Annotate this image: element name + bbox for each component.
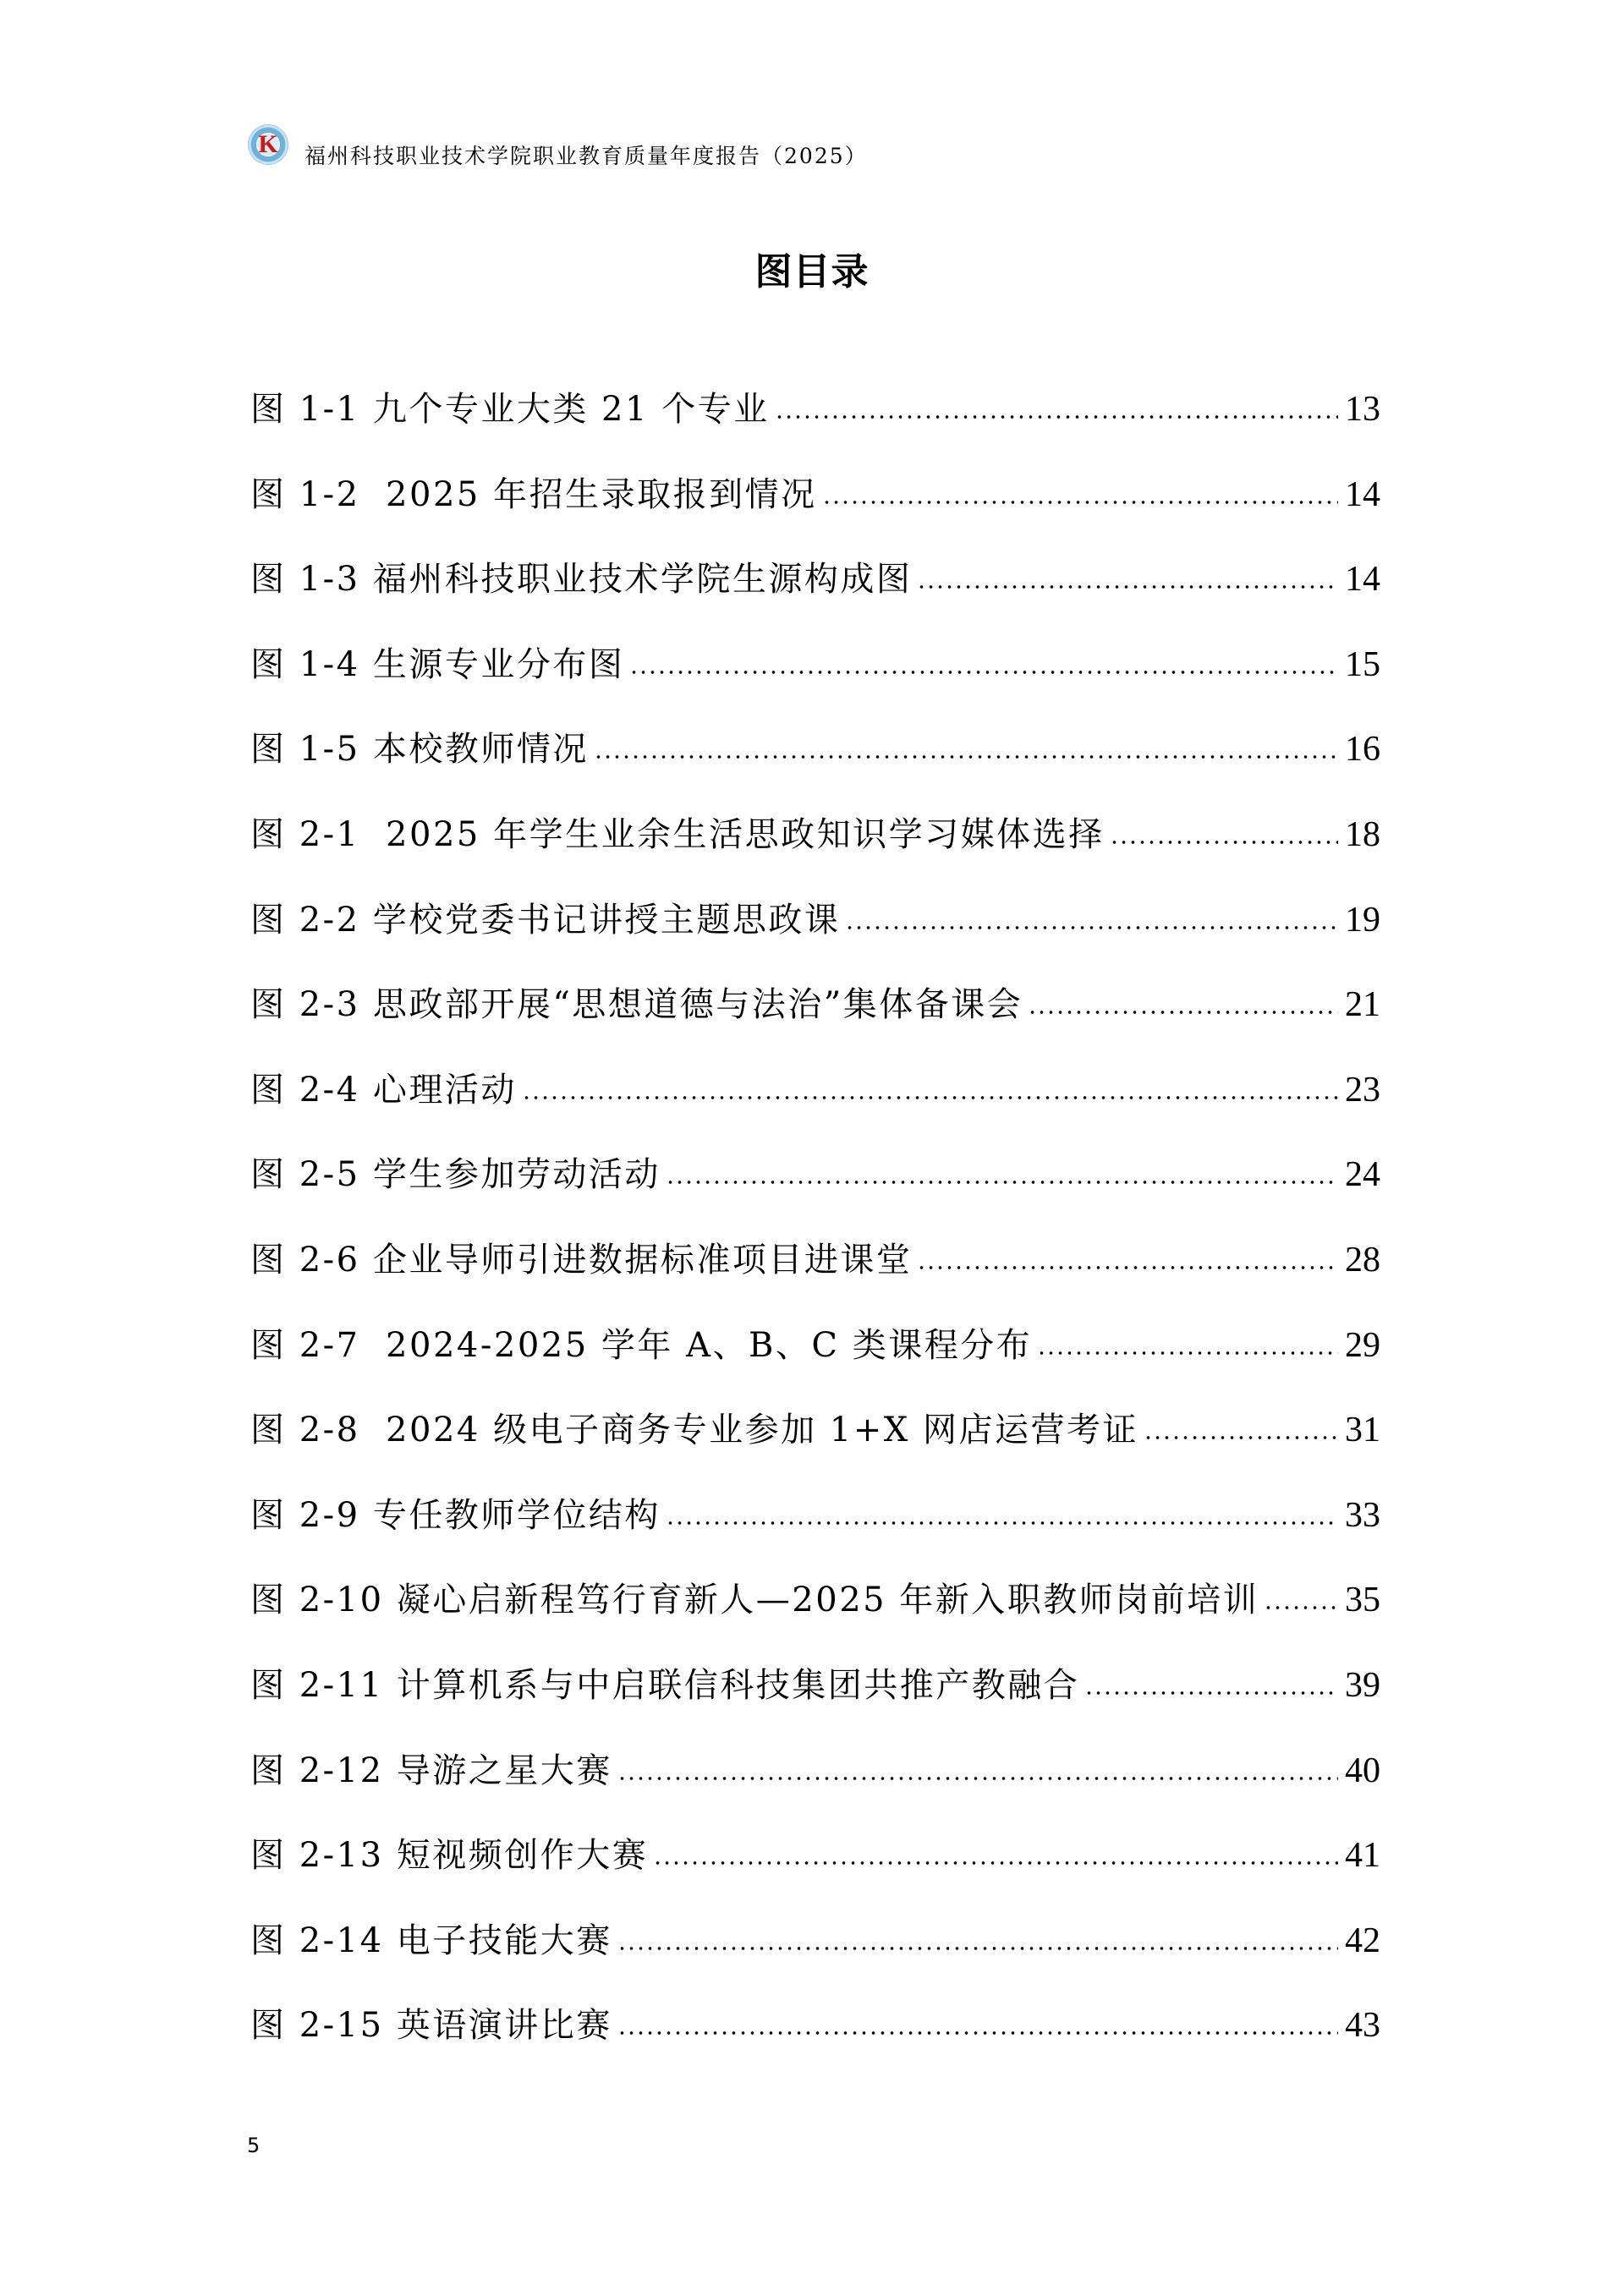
toc-entry-label[interactable]: 图 2-4 心理活动 [250, 1070, 517, 1110]
toc-entry[interactable] [250, 1747, 1380, 1833]
toc-entry-label[interactable]: 图 2-9 专任教师学位结构 [250, 1495, 661, 1535]
page-number: 5 [247, 2134, 261, 2157]
dot-leader [594, 755, 1338, 759]
dot-leader [917, 585, 1338, 589]
toc-entry-label[interactable]: 图 2-11 计算机系与中启联信科技集团共推产教融合 [250, 1665, 1080, 1705]
toc-entry-page-number[interactable]: 40 [1345, 1751, 1380, 1790]
toc-entry[interactable] [250, 2002, 1380, 2087]
toc-entry-label[interactable]: 图 1-3 福州科技职业技术学院生源构成图 [250, 560, 913, 600]
dot-leader [653, 1861, 1338, 1865]
toc-entry-label[interactable]: 图 2-5 学生参加劳动活动 [250, 1155, 661, 1195]
toc-entry-page-number[interactable]: 29 [1345, 1325, 1380, 1365]
dot-leader [617, 1947, 1338, 1950]
dot-leader [1144, 1436, 1338, 1439]
dot-leader [1037, 1351, 1338, 1355]
figure-list [250, 386, 1380, 2087]
toc-entry[interactable] [250, 726, 1380, 811]
toc-entry[interactable] [250, 811, 1380, 896]
toc-entry-label[interactable]: 图 2-14 电子技能大赛 [250, 1921, 612, 1960]
toc-entry-label[interactable]: 图 2-2 学校党委书记讲授主题思政课 [250, 900, 841, 940]
toc-entry-page-number[interactable]: 28 [1345, 1240, 1380, 1280]
toc-entry[interactable] [250, 1492, 1380, 1577]
toc-entry-page-number[interactable]: 23 [1345, 1070, 1380, 1110]
toc-entry[interactable] [250, 896, 1380, 982]
toc-entry-label[interactable]: 图 1-4 生源专业分布图 [250, 644, 625, 684]
dot-leader [845, 926, 1338, 929]
toc-entry-page-number[interactable]: 16 [1345, 730, 1380, 770]
toc-entry-page-number[interactable]: 18 [1345, 814, 1380, 854]
toc-entry[interactable] [250, 1832, 1380, 1917]
dot-leader [1028, 1011, 1338, 1014]
page-header [249, 120, 868, 168]
dot-leader [522, 1096, 1338, 1099]
toc-entry-page-number[interactable]: 19 [1345, 900, 1380, 940]
toc-entry-label[interactable]: 图 1-5 本校教师情况 [250, 730, 589, 770]
dot-leader [775, 415, 1338, 419]
toc-entry-page-number[interactable]: 14 [1345, 474, 1380, 514]
toc-entry-label[interactable]: 图 2-10 凝心启新程笃行育新人—2025 年新入职教师岗前培训 [250, 1581, 1259, 1620]
toc-entry-page-number[interactable]: 42 [1345, 1921, 1380, 1960]
dot-leader [666, 1181, 1338, 1184]
toc-entry-page-number[interactable]: 35 [1345, 1581, 1380, 1620]
dot-leader [917, 1266, 1338, 1269]
toc-entry[interactable] [250, 1406, 1380, 1492]
dot-leader [666, 1521, 1338, 1525]
toc-entry[interactable] [250, 981, 1380, 1066]
dot-leader [629, 671, 1338, 674]
toc-entry[interactable] [250, 1322, 1380, 1407]
toc-entry[interactable] [250, 1066, 1380, 1152]
dot-leader [617, 2031, 1338, 2035]
logo-letter: K [258, 130, 278, 158]
toc-entry-label[interactable]: 图 2-12 导游之星大赛 [250, 1751, 612, 1790]
toc-entry-label[interactable]: 图 2-8 2024 级电子商务专业参加 1+X 网店运营考证 [250, 1411, 1138, 1450]
toc-entry[interactable] [250, 1236, 1380, 1322]
toc-entry-page-number[interactable]: 43 [1345, 2006, 1380, 2046]
toc-entry-page-number[interactable]: 24 [1345, 1155, 1380, 1195]
toc-entry-label[interactable]: 图 2-3 思政部开展“思想道德与法治”集体备课会 [250, 985, 1023, 1025]
dot-leader [822, 501, 1338, 504]
toc-entry[interactable] [250, 471, 1380, 556]
toc-entry-page-number[interactable]: 13 [1345, 390, 1380, 429]
toc-entry[interactable] [250, 1662, 1380, 1747]
toc-entry-label[interactable]: 图 2-7 2024-2025 学年 A、B、C 类课程分布 [250, 1325, 1033, 1365]
toc-entry[interactable] [250, 1576, 1380, 1662]
header-title: 福州科技职业技术学院职业教育质量年度报告（2025） [304, 144, 868, 168]
dot-leader [1110, 841, 1338, 844]
toc-entry-page-number[interactable]: 33 [1345, 1495, 1380, 1535]
toc-entry-page-number[interactable]: 21 [1345, 985, 1380, 1025]
page-title: 图目录 [754, 250, 870, 293]
toc-entry[interactable] [250, 1917, 1380, 2003]
toc-entry[interactable] [250, 641, 1380, 726]
dot-leader [1264, 1606, 1338, 1609]
toc-entry-page-number[interactable]: 31 [1345, 1411, 1380, 1450]
toc-entry-label[interactable]: 图 2-13 短视频创作大赛 [250, 1836, 649, 1876]
school-logo-icon [249, 125, 288, 164]
toc-entry[interactable] [250, 556, 1380, 641]
toc-entry-label[interactable]: 图 2-15 英语演讲比赛 [250, 2006, 612, 2046]
toc-entry-label[interactable]: 图 1-2 2025 年招生录取报到情况 [250, 474, 817, 514]
toc-entry-page-number[interactable]: 39 [1345, 1665, 1380, 1705]
toc-entry-label[interactable]: 图 1-1 九个专业大类 21 个专业 [250, 390, 770, 429]
toc-entry-page-number[interactable]: 15 [1345, 644, 1380, 684]
toc-entry-label[interactable]: 图 2-6 企业导师引进数据标准项目进课堂 [250, 1240, 913, 1280]
dot-leader [1084, 1691, 1338, 1695]
toc-entry-page-number[interactable]: 14 [1345, 560, 1380, 600]
dot-leader [617, 1777, 1338, 1780]
toc-entry-label[interactable]: 图 2-1 2025 年学生业余生活思政知识学习媒体选择 [250, 814, 1105, 854]
toc-entry-page-number[interactable]: 41 [1345, 1836, 1380, 1876]
toc-entry[interactable] [250, 1151, 1380, 1236]
toc-entry[interactable] [250, 386, 1380, 471]
